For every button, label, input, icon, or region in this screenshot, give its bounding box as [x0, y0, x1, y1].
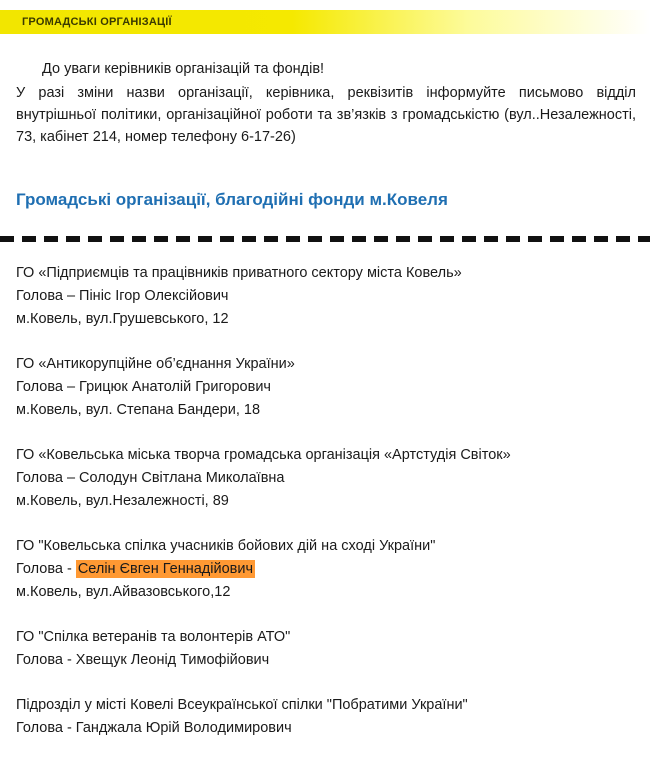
list-item [16, 262, 636, 331]
org-name: Підрозділ у місті Ковелі Всеукраїнської спілки "Побратими України" [16, 697, 468, 713]
list-item [16, 444, 636, 513]
page-title: Громадські організації, благодійні фонди м.Ковеля [16, 190, 448, 209]
org-head: Голова - Ганджала Юрій Володимирович [16, 720, 292, 736]
intro-lead: До уваги керівників організацій та фондів! [42, 61, 325, 77]
org-head [16, 558, 636, 581]
list-item [16, 626, 636, 672]
dashed-divider [0, 236, 650, 242]
org-name: ГО «Антикорупційне об’єднання України» [16, 356, 295, 372]
org-name: ГО "Спілка ветеранів та волонтерів АТО" [16, 629, 291, 645]
section-banner [0, 10, 650, 34]
org-head: Голова – Грицюк Анатолій Григорович [16, 379, 271, 395]
org-address: м.Ковель, вул.Айвазовського,12 [16, 584, 231, 600]
banner-title: ГРОМАДСЬКІ ОРГАНІЗАЦІЇ [22, 16, 172, 28]
org-head: Голова – Солодун Світлана Миколаївна [16, 470, 285, 486]
org-address: м.Ковель, вул.Незалежності, 89 [16, 493, 229, 509]
org-head: Голова - Хвещук Леонід Тимофійович [16, 652, 270, 668]
org-name: ГО «Підприємців та працівників приватного сектору міста Ковель» [16, 265, 462, 281]
intro-body: У разі зміни назви організації, керівника, реквізитів інформуйте письмово відділ внутрішньої політики, організаційної роботи та зв’язків з громадськістю (вул..Незалежності, 73, кабінет 214, номер телефону 6-17-26) [16, 85, 636, 145]
org-head-highlighted: Селін Євген Геннадійович [77, 561, 254, 577]
organizations-list [16, 262, 636, 762]
intro-block [16, 58, 636, 148]
org-head-prefix: Голова - [16, 561, 76, 577]
list-item [16, 694, 636, 740]
org-name: ГО "Ковельська спілка учасників бойових дій на сході України" [16, 538, 436, 554]
org-address: м.Ковель, вул. Степана Бандери, 18 [16, 402, 261, 418]
list-item [16, 535, 636, 604]
org-name: ГО «Ковельська міська творча громадська організація «Артстудія Світок» [16, 447, 511, 463]
org-head: Голова – Пініс Ігор Олексійович [16, 288, 229, 304]
org-address: м.Ковель, вул.Грушевського, 12 [16, 311, 229, 327]
list-item [16, 353, 636, 422]
